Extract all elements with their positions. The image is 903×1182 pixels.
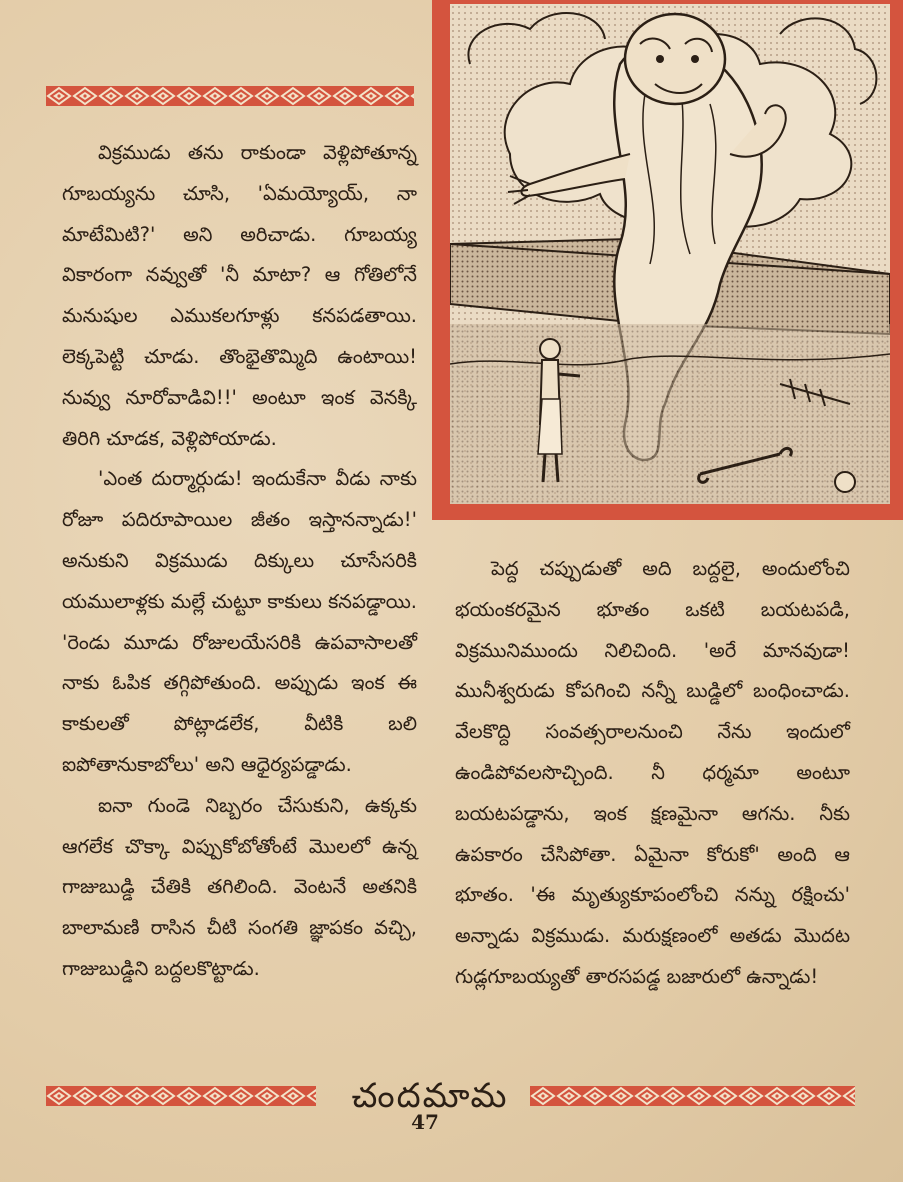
decorative-border-footer-left bbox=[46, 1086, 316, 1106]
right-text-column bbox=[455, 549, 850, 998]
decorative-border-top bbox=[46, 86, 414, 106]
paragraph: విక్రముడు తను రాకుండా వెళ్లిపోతూన్న గూబయ్యను చూసి, 'ఏమయ్యోయ్, నా మాటేమిటి?' అని అరిచాడు. గూబయ్య వికారంగా నవ్వుతో 'నీ మాటా? ఆ గోతిలోనే మనుషుల ఎముకలగూళ్లు కనపడతాయి. లెక్కపెట్టి చూడు. తొంభైతొమ్మిది ఉంటాయి! నువ్వు నూరోవాడివి!!' అంటూ ఇంక వెనక్కి తిరిగి చూడక, వెళ్లిపోయాడు. bbox=[62, 141, 417, 450]
decorative-border-footer-right bbox=[530, 1086, 855, 1106]
page-number: 47 bbox=[411, 1110, 439, 1134]
illustration-panel bbox=[450, 4, 890, 504]
paragraph: ఐనా గుండె నిబ్బరం చేసుకుని, ఉక్కకు ఆగలేక చొక్కా విప్పుకోబోతోంటే మొలలో ఉన్న గాజుబుడ్డి చేతికి తగిలింది. వెంటనే అతనికి బాలామణి రాసిన చీటి సంగతి జ్ఞాపకం వచ్చి, గాజుబుడ్డిని బద్దలకొట్టాడు. bbox=[62, 793, 417, 980]
magazine-name: చందమామ bbox=[351, 1076, 509, 1116]
story-illustration bbox=[432, 0, 903, 520]
paragraph: 'ఎంత దుర్మార్గుడు! ఇందుకేనా వీడు నాకు రోజూ పదిరూపాయిల జీతం ఇస్తానన్నాడు!' అనుకుని విక్రముడు దిక్కులు చూసేసరికి యములాళ్లకు మల్లే చుట్టూ కాకులు కనపడ్డాయి. 'రెండు మూడు రోజులయేసరికి ఉపవాసాలతో నాకు ఓపిక తగ్గిపోతుంది. అప్పుడు ఇంక ఈ కాకులతో పోట్లాడలేక, వీటికి బలి ఐపోతానుకాబోలు' అని ఆధైర్యపడ్డాడు. bbox=[62, 467, 417, 776]
paragraph: పెద్ద చప్పుడుతో అది బద్దలై, అందులోంచి భయంకరమైన భూతం ఒకటి బయటపడి, విక్రమునిముందు నిలిచింది. 'అరే మానవుడా! మునీశ్వరుడు కోపగించి నన్నీ బుడ్డిలో బంధించాడు. వేలకొద్ది సంవత్సరాలనుంచి నేను ఇందులో ఉండిపోవలసొచ్చింది. నీ ధర్మమా అంటూ బయటపడ్డాను, ఇంక క్షణమైనా ఆగను. నీకు ఉపకారం చేసిపోతా. ఏమైనా కోరుకో' అంది ఆ భూతం. 'ఈ మృత్యుకూపంలోంచి నన్ను రక్షించు' అన్నాడు విక్రముడు. మరుక్షణంలో అతడు మొదట గుడ్లగూబయ్యతో తారసపడ్డ బజారులో ఉన్నాడు! bbox=[455, 557, 850, 988]
left-text-column bbox=[62, 133, 417, 990]
